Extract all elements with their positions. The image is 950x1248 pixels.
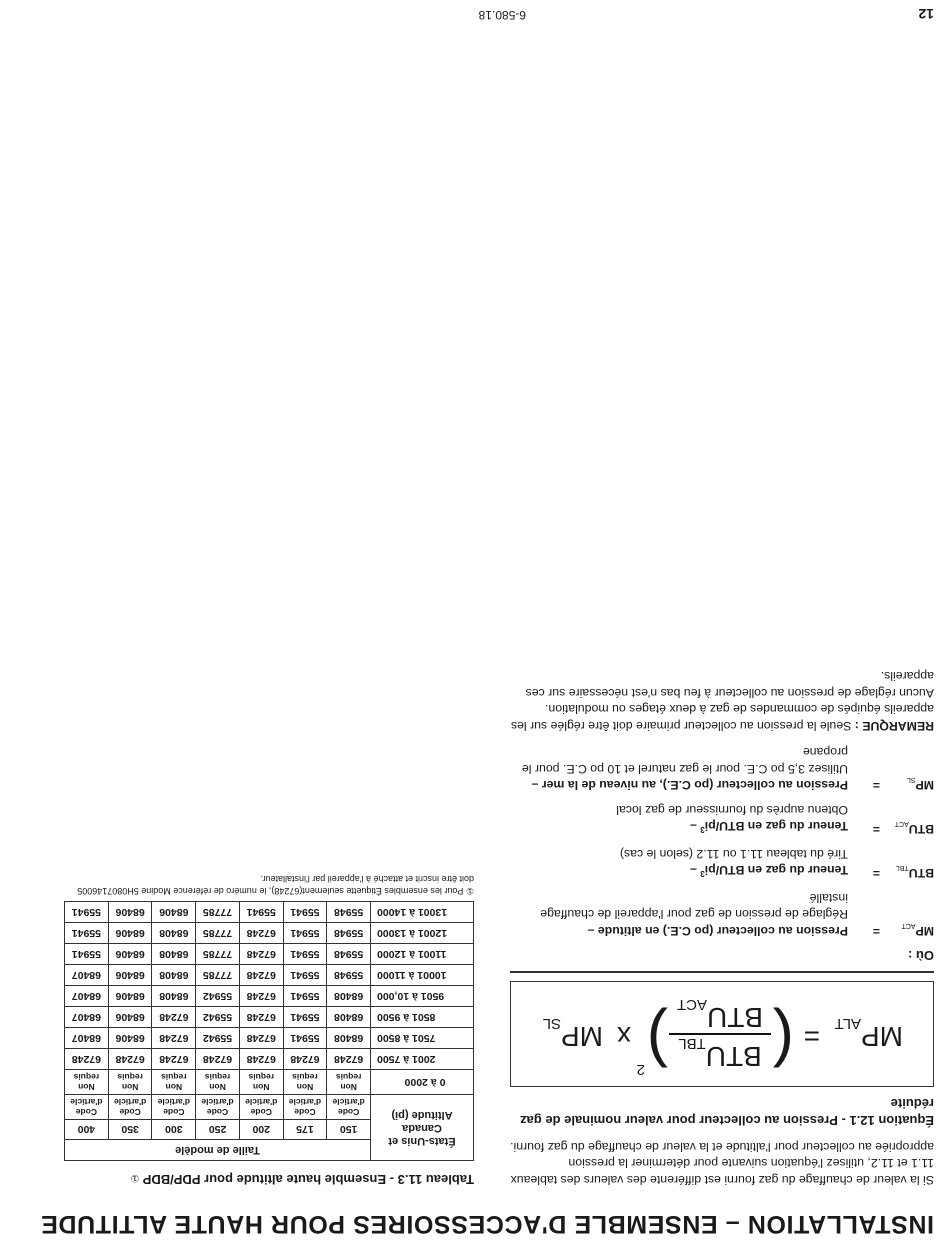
part-code-cell: 68406	[108, 986, 152, 1007]
altitude-range-cell: 13001 à 14000	[371, 902, 474, 923]
part-code-cell: 68406	[108, 965, 152, 986]
remarque-note: REMARQUE : Seule la pression au collecteur primaire doit être réglée sur les appareils équipés de commandes de gaz à deux étages ou modulation. Aucun réglage de pression au collecteur à feu bas n'est nécessaire sur ces appareils.	[510, 669, 934, 733]
equation-title: Équation 12.1 - Pression au collecteur pour valeur nominale de gaz réduite	[520, 1096, 934, 1129]
part-code-cell: 55941	[65, 923, 109, 944]
altitude-range-cell: 9501 à 10,000	[371, 986, 474, 1007]
divider	[510, 972, 934, 974]
table-row	[65, 1049, 474, 1070]
table-row	[65, 965, 474, 986]
part-code-cell: 55942	[196, 986, 240, 1007]
equation-times: x	[617, 1021, 631, 1053]
part-code-cell: 55941	[283, 1007, 327, 1028]
part-code-cell: 68406	[108, 923, 152, 944]
part-code-cell: 68408	[152, 986, 196, 1007]
part-code-cell: 55941	[283, 986, 327, 1007]
part-code-cell: 68408	[327, 1028, 371, 1049]
part-code-cell: 55941	[283, 965, 327, 986]
part-code-cell: 67248	[152, 1007, 196, 1028]
altitude-range-cell: 10001 à 11000	[371, 965, 474, 986]
size-row: 150 175 200 250 300 350 400	[65, 1120, 474, 1140]
equation-mp-sl: $MP_{SL}$	[542, 1015, 603, 1053]
part-code-cell: 67248	[239, 1049, 283, 1070]
part-code-cell: 55941	[283, 923, 327, 944]
part-code-cell: 68406	[108, 1007, 152, 1028]
part-code-cell: 67248	[283, 1049, 327, 1070]
part-code-cell: 68407	[65, 1007, 109, 1028]
left-column	[510, 668, 934, 1188]
part-code-cell: 55942	[196, 1007, 240, 1028]
equation-right-paren: )	[646, 1007, 668, 1080]
part-code-cell: 68407	[65, 1028, 109, 1049]
table-row	[65, 944, 474, 965]
definition-term: $BTU_{ACT}$	[894, 820, 934, 837]
altitude-kit-table	[64, 901, 474, 1161]
equation-mp-alt: $MP_{ALT}$	[834, 1015, 903, 1053]
part-code-cell: 77785	[196, 944, 240, 965]
part-code-cell: 67248	[239, 944, 283, 965]
table-row	[65, 1028, 474, 1049]
table-title: Tableau 11.3 - Ensemble haute altitude pour PDP/BDP ①	[130, 1172, 474, 1187]
part-code-cell: 68408	[152, 923, 196, 944]
part-code-cell: 77785	[196, 923, 240, 944]
code-row: Code d'article Code d'article Code d'article Code d'article Code d'article Code d'article Code d'article	[65, 1095, 474, 1120]
equation-exponent: 2	[636, 1061, 645, 1079]
altitude-range-cell: 7501 à 8500	[371, 1028, 474, 1049]
part-code-cell: 68408	[152, 965, 196, 986]
equation-fraction-bar	[669, 1034, 771, 1036]
table-row	[65, 902, 474, 923]
part-code-cell: 68407	[65, 965, 109, 986]
equation-left-paren: (	[772, 1007, 794, 1080]
part-code-cell: 68408	[327, 1007, 371, 1028]
table-row: 0 à 2000 Non requis Non requis Non requis Non requis Non requis Non requis Non requis	[65, 1070, 474, 1095]
altitude-range-cell: 2001 à 7500	[371, 1049, 474, 1070]
part-code-cell: 68407	[65, 986, 109, 1007]
part-code-cell: 67248	[239, 923, 283, 944]
definition-mp-sl: $MP_{SL}$ = Pression au collecteur (po C.E.), au niveau de la mer – Utilisez 3,5 po C.E. pour le gaz naturel et 10 po C.E. pour le propane	[521, 745, 934, 793]
part-code-cell: 55941	[65, 944, 109, 965]
right-column	[64, 873, 474, 1188]
part-code-cell: 67248	[65, 1049, 109, 1070]
page-number: 12	[918, 6, 934, 22]
altitude-range-cell: 12001 à 13000	[371, 923, 474, 944]
definition-mp-act: $MP_{ACT}$ = Pression au collecteur (po C.E.) en altitude – Réglage de pression de gaz pour l'appareil de chauffage installé	[540, 891, 934, 938]
part-code-cell: 68408	[152, 944, 196, 965]
definition-btu-tbl: $BTU_{TBL}$ = Teneur du gaz en BTU/$pi^3$ – Tiré du tableau 11.1 ou 11.2 (selon le cas)	[619, 847, 934, 881]
table-row	[65, 1007, 474, 1028]
part-code-cell: 55941	[283, 902, 327, 923]
part-code-cell: 68408	[327, 986, 371, 1007]
intro-paragraph: Si la valeur de chauffage du gaz fourni est différente des valeurs des tableaux 11.1 et 11.2, utilisez l'équation suivante pour déterminer la pression appropriée au collecteur pour l'altitude et la valeur de chauffage du gaz fourni.	[510, 1140, 934, 1187]
part-code-cell: 67248	[239, 965, 283, 986]
part-code-cell: 68406	[108, 902, 152, 923]
where-label: Où :	[908, 948, 934, 964]
part-code-cell: 67248	[327, 1049, 371, 1070]
part-code-cell: 67248	[239, 1028, 283, 1049]
part-code-cell: 55941	[283, 1028, 327, 1049]
part-code-cell: 55948	[327, 902, 371, 923]
part-code-cell: 55941	[283, 944, 327, 965]
table-footnote: ① Pour les ensembles Étiquette seulement(67248), le numéro de référence Modine 5H0807146005 doit être inscrit et attaché à l'appareil par l'installateur.	[77, 874, 474, 896]
table-corner-header: États-Unis et Canada Altitude (pi)	[371, 1095, 474, 1161]
part-code-cell: 68406	[152, 902, 196, 923]
definition-term: $MP_{SL}$	[906, 776, 934, 793]
altitude-range-cell: 11001 à 12000	[371, 944, 474, 965]
altitude-range-cell: 8501 à 9500	[371, 1007, 474, 1028]
part-code-cell: 67248	[196, 1049, 240, 1070]
equation-box	[510, 982, 934, 1088]
equation-numerator: $BTU_{TBL}$	[678, 1035, 762, 1073]
part-code-cell: 55942	[196, 1028, 240, 1049]
page-title: INSTALLATION – ENSEMBLE D'ACCESSOIRES POUR HAUTE ALTITUDE	[40, 1210, 934, 1238]
model-size-header: Taille de modèle	[65, 1140, 371, 1161]
part-code-cell: 55948	[327, 944, 371, 965]
part-code-cell: 55948	[327, 923, 371, 944]
document-number: 6-580.18	[478, 8, 526, 22]
part-code-cell: 67248	[152, 1028, 196, 1049]
definition-btu-act: $BTU_{ACT}$ = Teneur du gaz en BTU/$pi^3$ – Obtenu auprès du fournisseur de gaz local	[616, 803, 934, 837]
part-code-cell: 67248	[239, 986, 283, 1007]
table-row	[65, 986, 474, 1007]
part-code-cell: 77785	[196, 902, 240, 923]
equation-denominator: $BTU_{ACT}$	[677, 996, 763, 1034]
part-code-cell: 67248	[239, 1007, 283, 1028]
table-row	[65, 923, 474, 944]
part-code-cell: 67248	[108, 1049, 152, 1070]
part-code-cell: 67248	[152, 1049, 196, 1070]
part-code-cell: 55941	[65, 902, 109, 923]
definition-term: $MP_{ACT}$	[901, 922, 934, 938]
part-code-cell: 68406	[108, 944, 152, 965]
part-code-cell: 55941	[239, 902, 283, 923]
definition-term: $BTU_{TBL}$	[895, 864, 934, 881]
equation-equals: =	[803, 1021, 820, 1053]
part-code-cell: 77785	[196, 965, 240, 986]
part-code-cell: 68406	[108, 1028, 152, 1049]
part-code-cell: 55948	[327, 965, 371, 986]
